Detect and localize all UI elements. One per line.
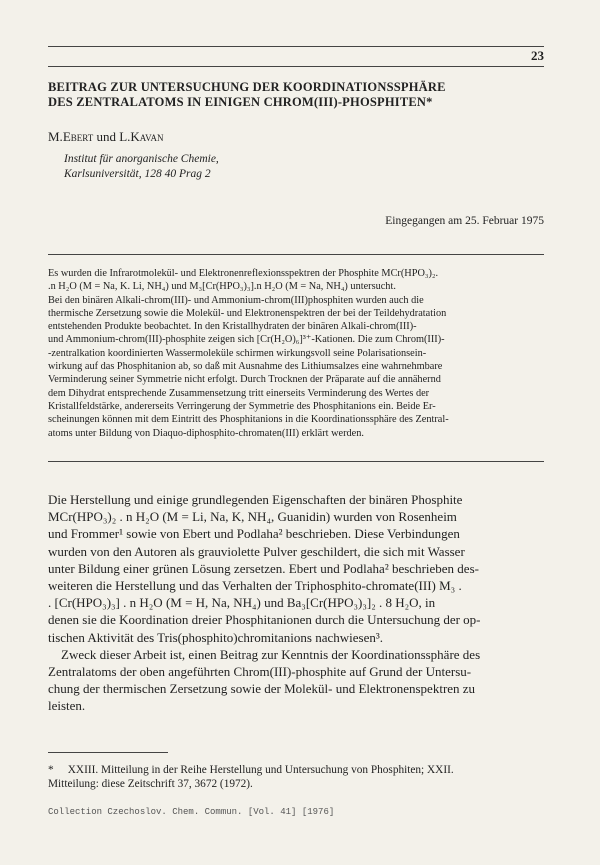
body-line: Zentralatoms der oben angeführten Chrom(III)-phosphite auf Grund der Untersu- [48,664,472,680]
author-initial: L. [119,129,131,144]
body-line: wurden von den Autoren als grauviolette Pulver geschildert, die sich mit Wasser [48,543,465,559]
abstract-line: entstehenden Produkte beobachtet. In den Kristallhydraten der binären Alkali-chrom(III)- [48,321,417,333]
body-line: weiteren die Herstellung und das Verhalten der Triphosphito-chromate(III) M₃ . [48,578,462,594]
body-line: unter Bildung einer grünen Lösung zersetzen. Ebert und Podlaha² beschrieben des- [48,560,479,576]
header-rule [48,66,544,67]
body-line: und Frommer¹ sowie von Ebert und Podlaha² beschrieben. Diese Verbindungen [48,526,460,542]
abstract-line: .n H₂O (M = Na, K. Li, NH₄) und M₃[Cr(HPO₃)₃].n H₂O (M = Na, NH₄) untersucht. [48,281,396,293]
received-date: Eingegangen am 25. Februar 1975 [385,215,544,227]
abstract-line: Verminderung seiner Symmetrie nicht erfolgt. Durch Trocknen der Präparate auf die annähernd [48,374,441,386]
abstract-line: und Ammonium-chrom(III)-phosphite zeigen sich [Cr(H₂O)₆]³⁺-Kationen. Die zum Chrom(III)- [48,334,445,346]
footnote [48,763,548,791]
body-line: tischen Aktivität des Tris(phosphito)chromitanions nachwiesen³. [48,629,384,645]
abstract-top-rule [48,254,544,255]
abstract-line: atoms unter Bildung von Diaquo-diphosphito-chromaten(III) erklärt werden. [48,427,364,439]
top-rule [48,46,544,47]
abstract-line: Kristallfeldstärke, andererseits Verringerung der Symmetrie des Phosphitanions ein. Beide Er- [48,400,436,412]
authors [48,129,164,145]
page-number: 23 [531,48,544,63]
abstract-line: dem Dihydrat entsprechende Zusammensetzung tritt einerseits Verminderung des Wertes der [48,387,430,399]
author-separator: und [93,129,120,144]
affiliation [64,152,219,182]
body-line: MCr(HPO₃)₂ . n H₂O (M = Li, Na, K, NH₄, Guanidin) wurden von Rosenheim [48,509,457,525]
abstract-bottom-rule [48,461,544,462]
author-name: Ebert [62,129,94,144]
affiliation-line: Institut für anorganische Chemie, [64,153,219,165]
title-line: BEITRAG ZUR UNTERSUCHUNG DER KOORDINATIONSSPHÄRE [48,80,446,94]
body-text [48,491,544,715]
abstract-line: wirkung auf das Phosphitanion ab, so daß mit Ausnahme des Lithiumsalzes eine wahrnehmbare [48,361,443,373]
article-title [48,80,548,110]
abstract [48,267,544,440]
author-initial: M. [48,129,63,144]
abstract-line: Bei den binären Alkali-chrom(III)- und Ammonium-chrom(III)phosphiten wurden auch die [48,294,424,306]
affiliation-line: Karlsuniversität, 128 40 Prag 2 [64,168,211,180]
body-line: chung der thermischen Zersetzung sowie der Molekül- und Elektronenspektren zu [48,681,476,697]
body-line: leisten. [48,698,86,714]
title-line: DES ZENTRALATOMS IN EINIGEN CHROM(III)-PHOSPHITEN* [48,95,433,109]
abstract-line: -zentralkation koordinierten Wassermoleküle schirmen wirkungsvoll seine Polarisationsein- [48,347,427,359]
author-name: Kavan [130,129,164,144]
body-line: Zweck dieser Arbeit ist, einen Beitrag zur Kenntnis der Koordinationssphäre des [48,646,481,662]
body-line: Die Herstellung und einige grundlegenden Eigenschaften der binären Phosphite [48,492,463,507]
footnote-line: Mitteilung: diese Zeitschrift 37, 3672 (1972). [48,778,253,790]
abstract-line: thermische Zersetzung sowie die Molekül- und Elektronenspektren der bei der Teildehydratation [48,307,447,319]
body-line: denen sie die Koordination dreier Phosphitanionen durch die Untersuchung der op- [48,612,481,628]
abstract-line: scheinungen können mit dem Eintritt des Phosphitanions in die Koordinationssphäre des Zentral- [48,414,449,426]
footnote-rule [48,752,168,753]
body-line: . [Cr(HPO₃)₃] . n H₂O (M = H, Na, NH₄) und Ba₃[Cr(HPO₃)₃]₂ . 8 H₂O, in [48,595,436,611]
abstract-line: Es wurden die Infrarotmolekül- und Elektronenreflexionsspektren der Phosphite MCr(HPO₃)₂. [48,268,439,279]
footnote-line: * XXIII. Mitteilung in der Reihe Herstellung und Untersuchung von Phosphiten; XXII. [48,764,454,776]
journal-footer: Collection Czechoslov. Chem. Commun. [Vol. 41] [1976] [48,807,335,817]
